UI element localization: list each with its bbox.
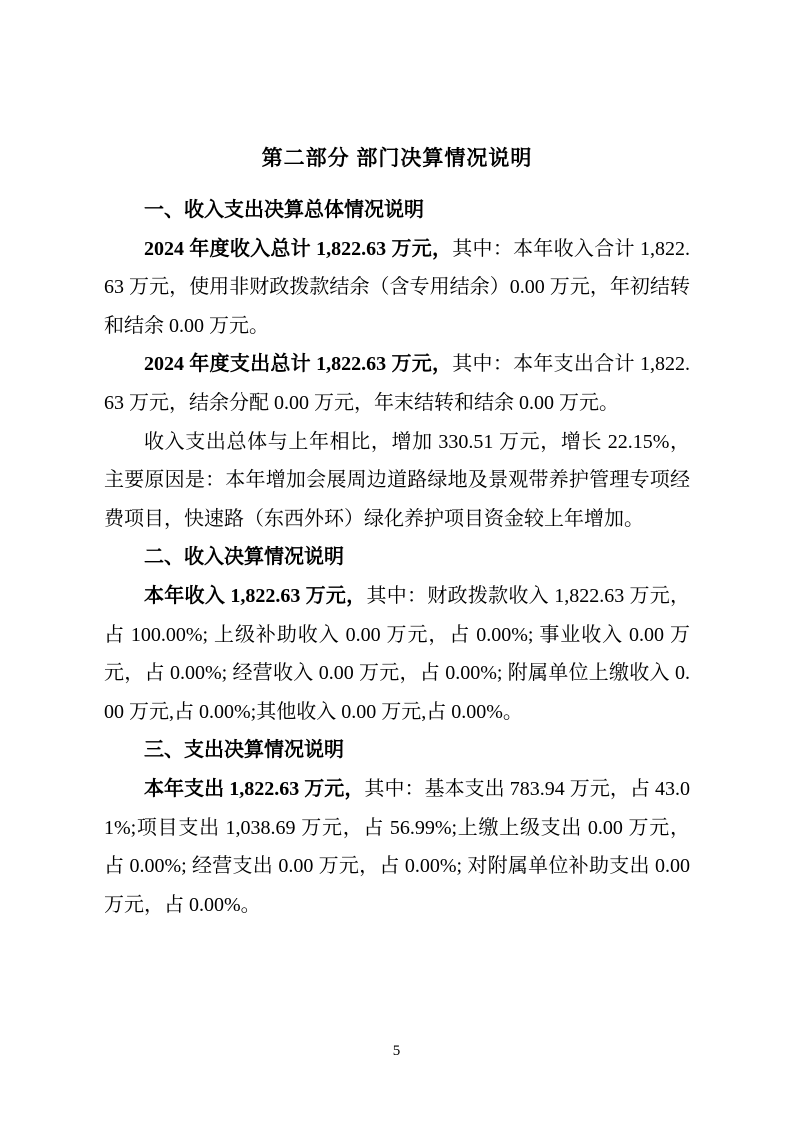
section-heading-income-expenditure-overview: 一、收入支出决算总体情况说明 — [144, 199, 424, 221]
paragraph-year-comparison — [104, 423, 690, 539]
page-number: 5 — [392, 1043, 401, 1059]
paragraph-expenditure-breakdown — [104, 770, 690, 924]
paragraph-lead-bold: 本年支出 1,822.63 万元， — [144, 777, 365, 800]
paragraph-text: 其中：财政拨款收入 1,822.63 万元，占 100.00%; 上级补助收入 0.00 万元，占 0.00%; 事业收入 0.00 万元，占 0.00%; 经营收入 0.00 万元，占 0.00%; 附属单位上缴收入 0.00 万元,占 0.00%;其他收入 0.00 万元,占 0.00%。 — [104, 584, 691, 723]
paragraph-text: 其中：本年收入合计 1,822.63 万元，使用非财政拨款结余（含专用结余）0.00 万元，年初结转和结余 0.00 万元。 — [104, 237, 691, 337]
section-heading-expenditure-detail: 三、支出决算情况说明 — [144, 739, 344, 762]
paragraph-total-income — [104, 230, 690, 346]
paragraph-text: 其中：本年支出合计 1,822.63 万元，结余分配 0.00 万元，年末结转和结余 0.00 万元。 — [104, 353, 691, 414]
document-title: 第二部分 部门决算情况说明 — [261, 147, 533, 170]
paragraph-text: 其中：基本支出 783.94 万元，占 43.01%;项目支出 1,038.69 万元，占 56.99%;上缴上级支出 0.00 万元，占 0.00%; 经营支出 0.00 万元，占 0.00%; 对附属单位补助支出 0.00 万元，占 0.00%。 — [104, 777, 691, 916]
paragraph-text: 收入支出总体与上年相比，增加 330.51 万元，增长 22.15%，主要原因是：本年增加会展周边道路绿地及景观带养护管理专项经费项目，快速路（东西外环）绿化养护项目资金较上年增加。 — [104, 430, 690, 530]
paragraph-lead-bold: 本年收入 1,822.63 万元， — [144, 584, 367, 607]
paragraph-lead-bold: 2024 年度收入总计 1,822.63 万元， — [144, 237, 453, 260]
paragraph-lead-bold: 2024 年度支出总计 1,822.63 万元， — [144, 353, 453, 376]
document-body — [104, 140, 690, 924]
section-heading-income-detail: 二、收入决算情况说明 — [144, 546, 344, 569]
paragraph-income-breakdown — [104, 577, 690, 731]
paragraph-total-expenditure — [104, 345, 690, 422]
